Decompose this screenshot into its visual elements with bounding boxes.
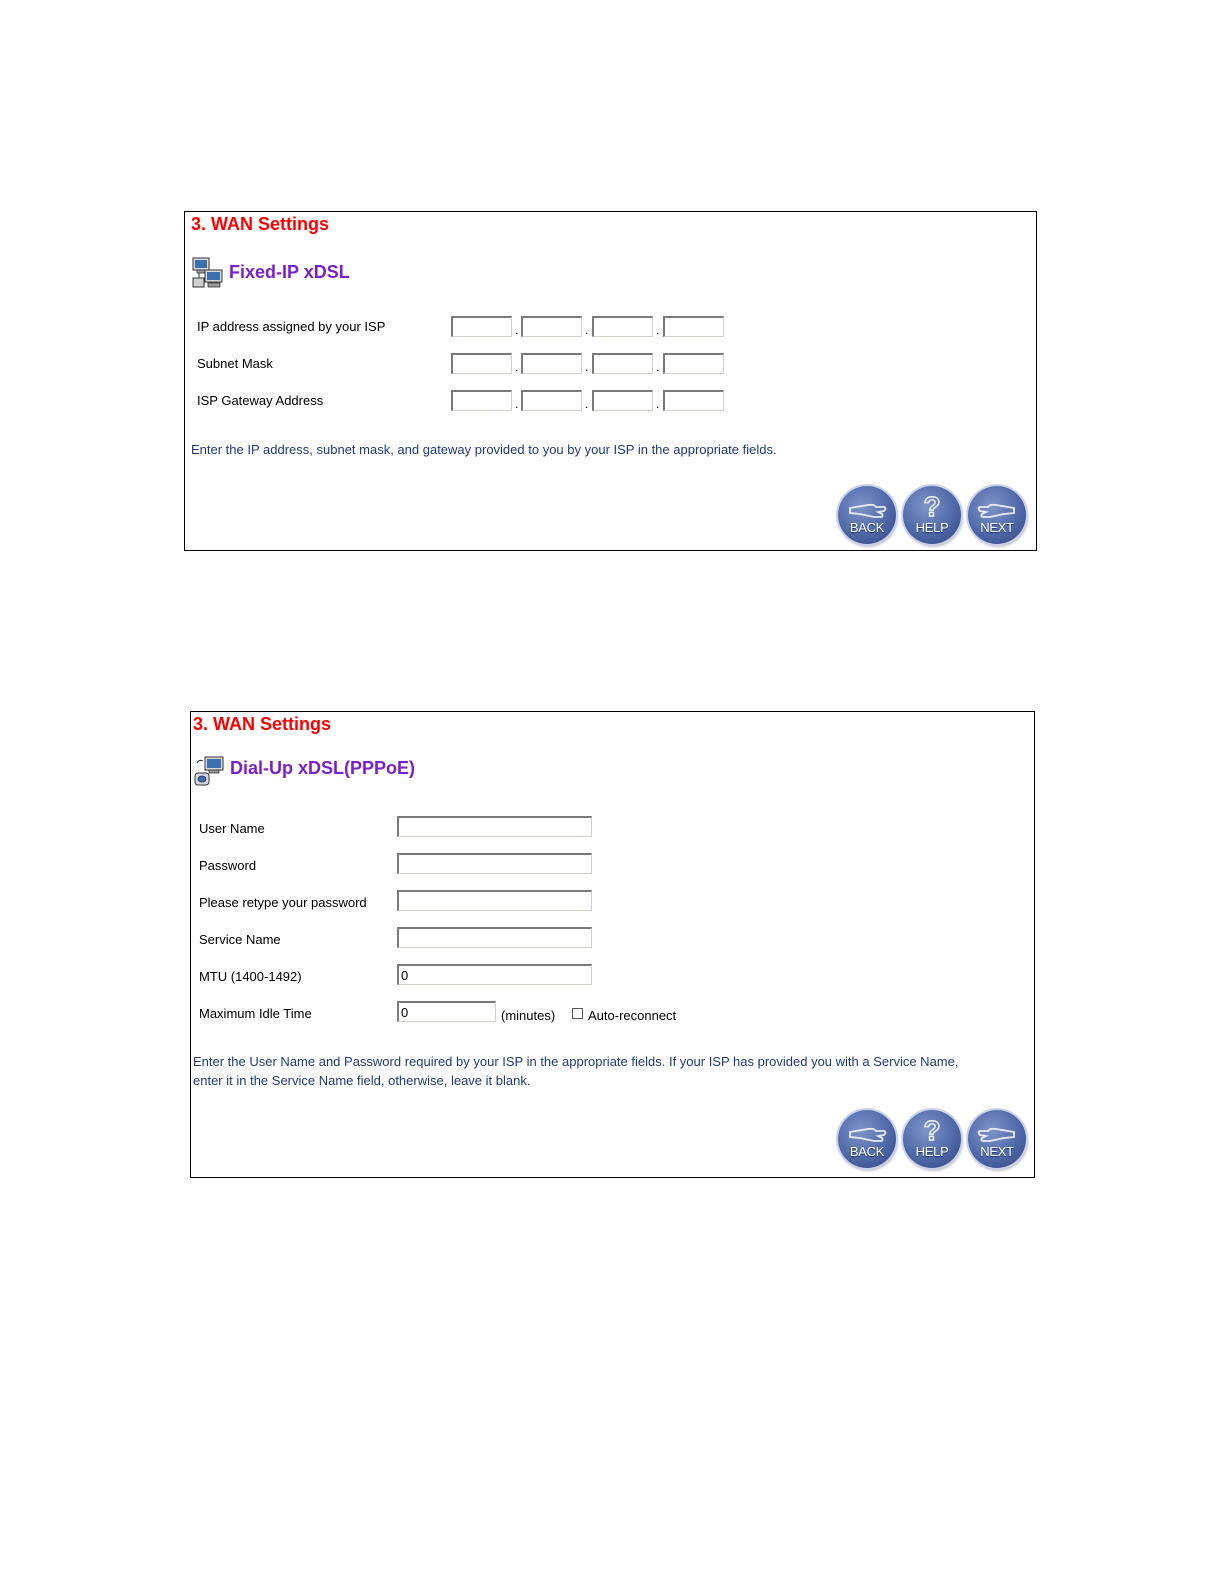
next-label: NEXT	[980, 520, 1014, 535]
gateway-octet-2[interactable]	[521, 390, 582, 411]
user-name-label: User Name	[199, 821, 265, 836]
page-subtitle: Fixed-IP xDSL	[229, 262, 350, 282]
question-mark-icon	[903, 1110, 961, 1168]
help-text-line1: Enter the User Name and Password required by your ISP in the appropriate fields. If your ISP has provided you with a Service Name,	[193, 1054, 959, 1069]
subnet-mask-label: Subnet Mask	[197, 356, 273, 371]
ip-octet-2[interactable]	[521, 316, 582, 337]
help-button[interactable]	[903, 486, 961, 544]
section-title: 3. WAN Settings	[193, 714, 332, 734]
page-subtitle: Dial-Up xDSL(PPPoE)	[230, 758, 416, 778]
next-button[interactable]	[968, 486, 1026, 544]
separator: .	[656, 323, 660, 337]
svg-text:?: ?	[923, 1115, 941, 1146]
password-label: Password	[199, 858, 257, 873]
fixed-ip-panel	[184, 211, 1037, 551]
help-label: HELP	[915, 520, 949, 535]
auto-reconnect-label: Auto-reconnect	[588, 1008, 677, 1023]
next-label: NEXT	[980, 1144, 1014, 1159]
retype-password-input[interactable]	[397, 890, 592, 911]
idle-time-label: Maximum Idle Time	[199, 1006, 312, 1021]
separator: .	[585, 397, 589, 411]
question-mark-icon	[903, 486, 961, 544]
pointing-hand-left-icon	[838, 486, 896, 544]
ip-octet-4[interactable]	[663, 316, 724, 337]
help-button[interactable]	[903, 1110, 961, 1168]
auto-reconnect-checkbox[interactable]	[572, 1008, 583, 1019]
back-label: BACK	[849, 520, 885, 535]
subnet-octet-2[interactable]	[521, 353, 582, 374]
separator: .	[656, 397, 660, 411]
separator: .	[515, 397, 519, 411]
pointing-hand-right-icon	[968, 1110, 1026, 1168]
retype-password-label: Please retype your password	[199, 895, 367, 910]
gateway-octet-4[interactable]	[663, 390, 724, 411]
back-button[interactable]	[838, 1110, 896, 1168]
subnet-octet-4[interactable]	[663, 353, 724, 374]
gateway-octet-1[interactable]	[451, 390, 512, 411]
service-name-label: Service Name	[199, 932, 281, 947]
subnet-octet-1[interactable]	[451, 353, 512, 374]
separator: .	[585, 323, 589, 337]
section-title: 3. WAN Settings	[191, 214, 330, 234]
ip-octet-1[interactable]	[451, 316, 512, 337]
help-label: HELP	[915, 1144, 949, 1159]
network-computers-icon	[191, 256, 225, 290]
ip-address-label: IP address assigned by your ISP	[197, 319, 386, 334]
service-name-input[interactable]	[397, 927, 592, 948]
separator: .	[585, 360, 589, 374]
gateway-octet-3[interactable]	[592, 390, 653, 411]
pointing-hand-right-icon	[968, 486, 1026, 544]
help-text-line2: enter it in the Service Name field, otherwise, leave it blank.	[193, 1073, 531, 1088]
user-name-input[interactable]	[397, 816, 592, 837]
idle-time-input[interactable]	[397, 1001, 496, 1022]
back-button[interactable]	[838, 486, 896, 544]
ip-octet-3[interactable]	[592, 316, 653, 337]
pppoe-panel	[190, 711, 1035, 1178]
svg-text:?: ?	[923, 491, 941, 522]
back-label: BACK	[849, 1144, 885, 1159]
separator: .	[515, 323, 519, 337]
help-text: Enter the IP address, subnet mask, and gateway provided to you by your ISP in the appropriate fields.	[191, 442, 777, 457]
gateway-label: ISP Gateway Address	[197, 393, 324, 408]
next-button[interactable]	[968, 1110, 1026, 1168]
mtu-label: MTU (1400-1492)	[199, 969, 302, 984]
subnet-octet-3[interactable]	[592, 353, 653, 374]
separator: .	[656, 360, 660, 374]
pointing-hand-left-icon	[838, 1110, 896, 1168]
password-input[interactable]	[397, 853, 592, 874]
minutes-unit: (minutes)	[501, 1008, 556, 1023]
mtu-input[interactable]	[397, 964, 592, 985]
dialup-computer-icon	[193, 755, 227, 789]
separator: .	[515, 360, 519, 374]
